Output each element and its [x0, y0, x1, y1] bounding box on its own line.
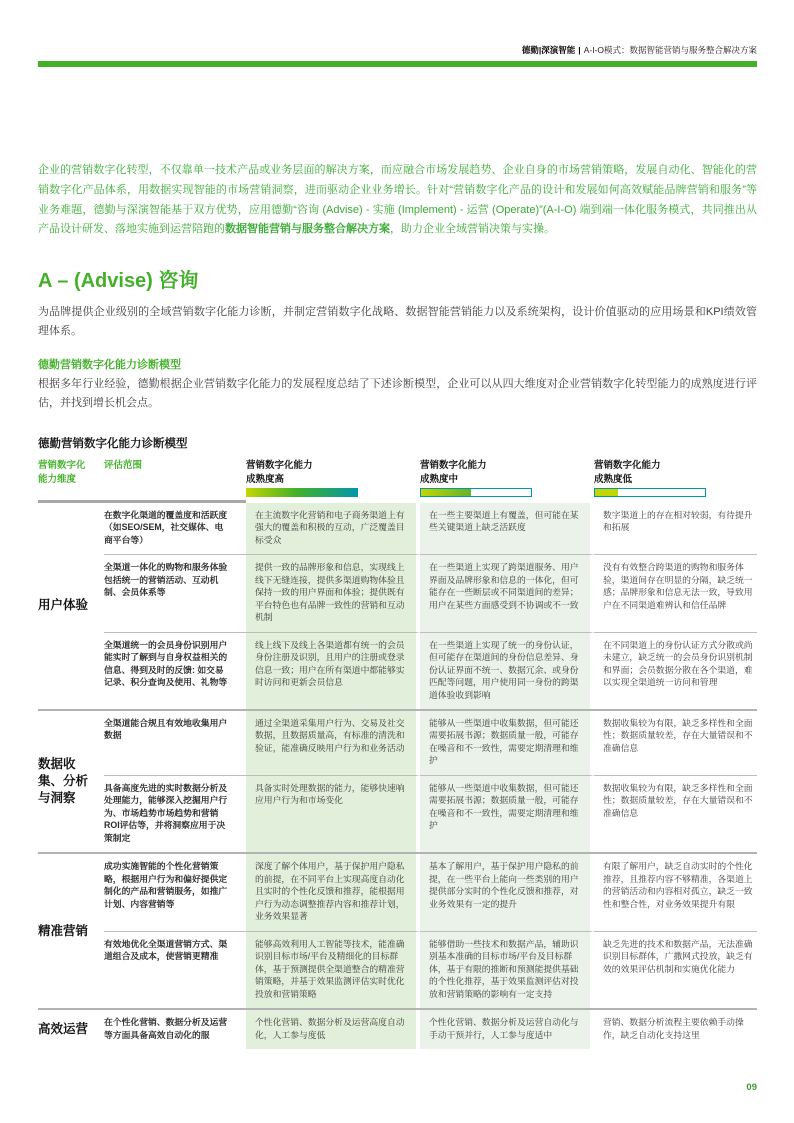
table-row — [104, 931, 757, 1008]
scope-cell: 具备高度先进的实时数据分析及处理能力，能够深入挖掘用户行为、市场趋势市场趋势和营销ROI评估等，并将洞察应用于决策制定 — [104, 775, 246, 852]
maturity-mid-cell: 在一些主要渠道上有覆盖，但可能在某些关键渠道上缺乏活跃度 — [420, 503, 594, 554]
maturity-high-cell: 线上线下及线上各渠道都有统一的会员身份注册及识别，且用户的注册或登录信息一致；用户在所有渠道中都能够实时访问和更新会员信息 — [246, 632, 420, 709]
table-row — [104, 711, 757, 775]
maturity-bar-low — [594, 488, 706, 497]
maturity-mid-cell: 在一些渠道上实现了跨渠道服务、用户界面及品牌形象和信息的一体化，但可能存在一些断层或不同渠道间的差异；用户在某些方面感受到不协调或不一致 — [420, 554, 594, 631]
table-row — [104, 775, 757, 852]
table-row — [104, 632, 757, 709]
scope-header-label: 评估范围 — [104, 460, 143, 472]
scope-cell: 全渠道能合规且有效地收集用户数据 — [104, 717, 228, 741]
dimension-label: 高效运营 — [38, 1022, 89, 1037]
column-header-scope — [104, 459, 246, 503]
maturity-low-cell: 没有有效整合跨渠道的购物和服务体验，渠道间存在明显的分隔，缺乏统一感；品牌形象和信息无法一致，导致用户在不同渠道难辨认和信任品牌 — [594, 554, 757, 631]
column-header-maturity-low — [594, 459, 757, 503]
header-separator: | — [578, 45, 581, 55]
maturity-low-cell: 有限了解用户，缺乏自动实时的个性化推荐，且推荐内容不够精准，各渠道上的营销活动和内容相对孤立，缺乏一致性和整合性，对业务效果提升有限 — [594, 854, 757, 930]
maturity-mid-cell: 在一些渠道上实现了统一的身份认证，但可能存在渠道间的身份信息差异、身份认证界面不统一、数据冗余、或身份匹配等问题，用户使用同一身份的跨渠道体验收到影响 — [420, 632, 594, 709]
maturity-header-line1: 营销数字化能力 — [246, 460, 313, 472]
maturity-bar-low-fill — [595, 489, 618, 496]
dimension-header-line2: 能力维度 — [38, 474, 77, 486]
maturity-high-cell: 在主流数字化营销和电子商务渠道上有强大的覆盖和积极的互动，广泛覆盖目标受众 — [246, 503, 420, 554]
table-row — [104, 1010, 757, 1049]
intro-text-end: ，助力企业全域营销决策与实操。 — [390, 223, 555, 236]
diagnosis-model-table — [38, 459, 757, 1049]
header-green-rule — [38, 61, 757, 67]
dimension-label: 数据收集、分析与洞察 — [38, 757, 89, 806]
maturity-mid-cell: 能够借助一些技术和数据产品，辅助识别基本准确的目标市场/平台及目标群体，基于有限的推断和预测能提供基础的个性化推荐，基于效果监测评估对投放和营销策略的影响有一定支持 — [420, 931, 594, 1008]
model-paragraph: 根据多年行业经验，德勤根据企业营销数字化能力的发展程度总结了下述诊断模型，企业可以从四大维度对企业营销数字化转型能力的成熟度进行评估，并找到增长机会点。 — [38, 377, 757, 409]
scope-cell: 成功实施智能的个性化营销策略，根据用户行为和偏好提供定制化的产品和营销服务，如推广计划、内容营销等 — [104, 861, 228, 909]
maturity-bar-mid-fill — [421, 489, 471, 496]
scope-cell: 全渠道统一的会员身份识别用户能实时了解到与自身权益相关的信息、得到及时的反馈: 如交易记录、积分查询及使用、礼物等 — [104, 632, 246, 709]
group-rows — [104, 503, 757, 709]
table-row — [104, 503, 757, 554]
maturity-low-cell: 数据收集较为有限，缺乏多样性和全面性；数据质量较差，存在大量错误和不准确信息 — [594, 711, 757, 775]
maturity-low-cell: 数字渠道上的存在相对较弱，有待提升和拓展 — [594, 503, 757, 554]
dimension-label: 精准营销 — [38, 923, 89, 938]
dimension-header-line1: 营销数字化 — [38, 460, 86, 472]
table-group-efficient-operation — [38, 1008, 757, 1049]
column-header-maturity-mid — [420, 459, 594, 503]
maturity-mid-cell: 个性化营销、数据分析及运营自动化与手动干预并行，人工参与度适中 — [420, 1010, 594, 1049]
intro-text: 企业的营销数字化转型，不仅靠单一技术产品或业务层面的解决方案，而应融合市场发展趋势、企业自身的市场营销策略，发展自动化、智能化的营销数字化产品体系，用数据实现智能的市场营销洞察，进而驱动企业业务增长。针对“营销数字化产品的设计和发展如何高效赋能品牌营销和服务”等业务难题，德勤与深演智能基于双方优势，应用德勤“咨询 (Advise) - 实施 (Implement) - 运营 (Operate)”(A-I-O) 端到端一体化服务模式，共同推出从产品设计研发、落地实施到运营陪跑的 — [38, 164, 757, 236]
maturity-high-cell: 通过全渠道采集用户行为、交易及社交数据，且数据质量高，有标准的清洗和验证，能准确反映用户行为和业务活动 — [246, 711, 420, 775]
dimension-label: 用户体验 — [38, 598, 89, 613]
advise-paragraph: 为品牌提供企业级别的全域营销数字化能力诊断，并制定营销数字化战略、数据智能营销能力以及系统架构，设计价值驱动的应用场景和KPI绩效管理体系。 — [38, 306, 757, 338]
table-group-data-insight — [38, 709, 757, 852]
maturity-mid-cell: 能够从一些渠道中收集数据，但可能还需要拓展书源；数据质量一般，可能存在噪音和不一致性，需要定期清理和维护 — [420, 711, 594, 775]
intro-bold-text: 数据智能营销与服务整合解决方案 — [225, 223, 390, 236]
table-row — [104, 554, 757, 631]
maturity-low-cell: 营销、数据分析流程主要依赖手动操作，缺乏自动化支持这里 — [594, 1010, 757, 1049]
maturity-mid-cell: 基本了解用户，基于保护用户隐私的前提，在一些平台上能向一些类别的用户提供部分实时的个性化反馈和推荐，对业务效果有一定的提升 — [420, 854, 594, 930]
model-label: 德勤营销数字化能力诊断模型 — [38, 358, 181, 371]
maturity-header-line1: 营销数字化能力 — [594, 460, 661, 472]
group-rows — [104, 1010, 757, 1049]
maturity-high-cell: 能够高效利用人工智能等技术，能准确识别目标市场/平台及精细化的目标群体，基于预测提供全渠道整合的精准营销策略，并基于效果监测评估实时优化投放和营销策略 — [246, 931, 420, 1008]
maturity-low-cell: 在不同渠道上的身份认证方式分散或尚未建立，缺乏统一的会员身份识别机制和界面；会员数据分散在各个渠道，难以实现全渠道统一访问和管理 — [594, 632, 757, 709]
scope-cell: 有效地优化全渠道营销方式、渠道组合及成本，使营销更精准 — [104, 931, 246, 1008]
group-rows — [104, 711, 757, 852]
maturity-low-cell: 数据收集较为有限，缺乏多样性和全面性；数据质量较差，存在大量错误和不准确信息 — [594, 775, 757, 852]
table-title: 德勤营销数字化能力诊断模型 — [38, 438, 188, 451]
running-head — [38, 44, 757, 56]
page-number: 09 — [746, 1082, 757, 1093]
header-subtitle: A-I-O模式：数据智能营销与服务整合解决方案 — [583, 45, 757, 55]
scope-cell: 在数字化渠道的覆盖度和活跃度（如SEO/SEM，社交媒体、电商平台等） — [104, 509, 228, 545]
scope-cell: 在个性化营销、数据分析及运营等方面具备高效自动化的服 — [104, 1017, 228, 1040]
group-rows — [104, 854, 757, 1008]
column-header-dimension — [38, 459, 104, 503]
maturity-high-cell: 提供一致的品牌形象和信息，实现线上线下无缝连接，提供多渠道购物体验且保持一致的用户界面和体验；提供既有平台特色也有品牌一致性的营销和互动机制 — [246, 554, 420, 631]
maturity-bar-mid — [420, 488, 532, 497]
maturity-high-label: 成熟度高 — [246, 474, 285, 486]
table-group-precision-marketing — [38, 852, 757, 1008]
maturity-mid-label: 成熟度中 — [420, 474, 459, 486]
scope-cell: 全渠道一体化的购物和服务体验包括统一的营销活动、互动机制、会员体系等 — [104, 554, 246, 631]
maturity-mid-cell: 能够从一些渠道中收集数据，但可能还需要拓展书源；数据质量一般，可能存在噪音和不一致性，需要定期清理和维护 — [420, 775, 594, 852]
maturity-high-cell: 深度了解个体用户，基于保护用户隐私的前提，在不同平台上实现高度自动化且实时的个性化反馈和推荐，能根据用户行为动态调整推荐内容和推荐计划，业务效果显著 — [246, 854, 420, 930]
maturity-high-cell: 具备实时处理数据的能力，能够快速响应用户行为和市场变化 — [246, 775, 420, 852]
table-header-row — [38, 459, 757, 503]
maturity-bar-high — [246, 488, 358, 497]
table-row — [104, 854, 757, 930]
table-group-user-experience — [38, 503, 757, 709]
brand-name: 德勤|深演智能 — [521, 45, 576, 55]
maturity-high-cell: 个性化营销、数据分析及运营高度自动化，人工参与度低 — [246, 1010, 420, 1049]
maturity-low-label: 成熟度低 — [594, 474, 633, 486]
section-heading-advise: A – (Advise) 咨询 — [38, 270, 199, 293]
intro-paragraph — [38, 161, 757, 240]
maturity-low-cell: 缺乏先进的技术和数据产品，无法准确识别目标群体，广撒网式投放，缺乏有效的效果评估机制和实施优化能力 — [594, 931, 757, 1008]
column-header-maturity-high — [246, 459, 420, 503]
maturity-header-line1: 营销数字化能力 — [420, 460, 487, 472]
